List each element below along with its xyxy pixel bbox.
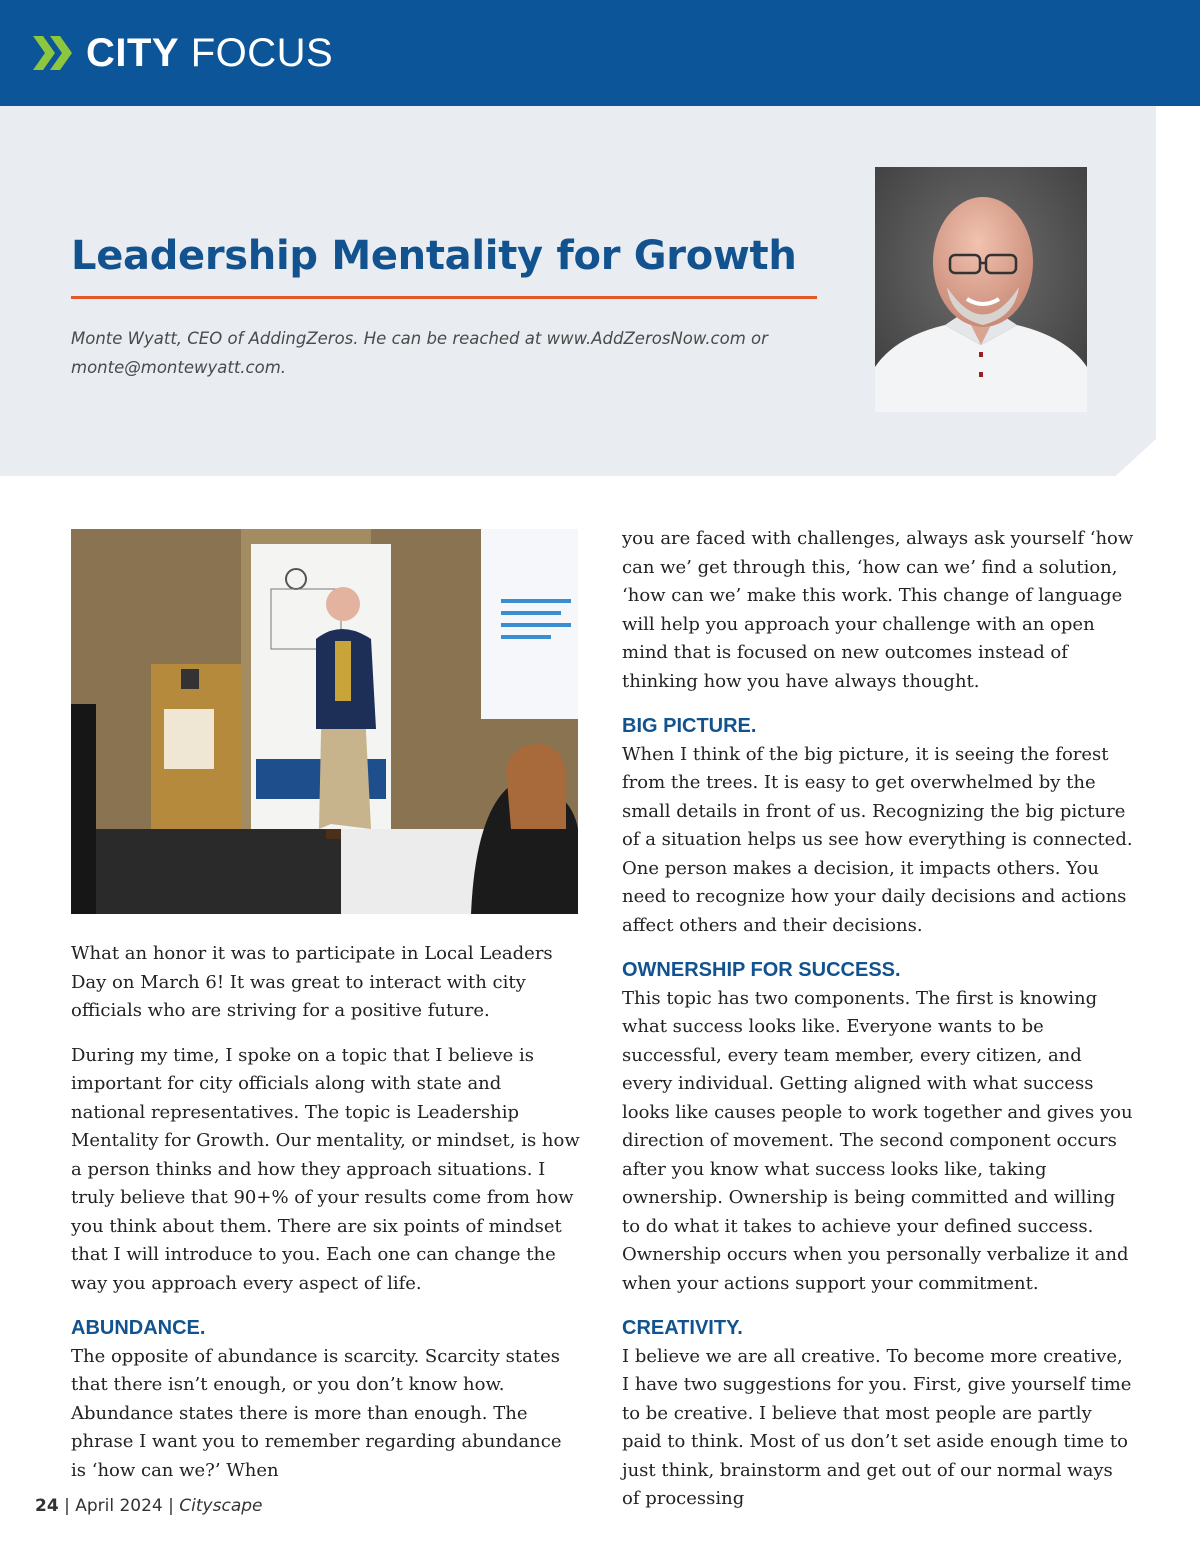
author-byline: Monte Wyatt, CEO of AddingZeros. He can be reached at www.AddZerosNow.com or monte@montewyatt.com. [71,329,768,377]
section-heading-abundance: ABUNDANCE. [71,1317,206,1339]
section-label [86,28,333,78]
double-chevron-icon [33,36,77,70]
header-bar [0,0,1200,106]
body-paragraph: When I think of the big picture, it is seeing the forest from the trees. It is easy to get overwhelmed by the small details in front of us. Recognizing the big picture of a situation helps us see how everything is connected. One person makes a decision, it impacts others. You need to recognize how your daily decisions and actions affect others and their decisions. [622,743,1133,936]
footer-separator: | [58,1496,76,1516]
article-title: Leadership Mentality for Growth [71,233,797,279]
page-number: 24 [35,1496,59,1516]
section-label-light: FOCUS [179,31,334,75]
publication-name: Cityscape [179,1496,263,1516]
body-paragraph: During my time, I spoke on a topic that I believe is important for city officials along with state and national representatives. The topic is Leadership Mentality for Growth. Our mentality, or mindset, is how a person thinks and how they approach situations. I truly believe that 90+% of your results come from how you think about them. There are six points of mindset that I will introduce to you. Each one can change the way you approach every aspect of life. [71,1044,580,1294]
body-paragraph: I believe we are all creative. To become more creative, I have two suggestions for you. First, give yourself time to be creative. I believe that most people are partly paid to think. Most of us don’t set aside enough time to just think, brainstorm and get out of our normal ways of processing [622,1345,1132,1509]
section-heading-creativity: CREATIVITY. [622,1317,743,1339]
left-column [71,940,581,1501]
section-heading-big-picture: BIG PICTURE. [622,715,757,737]
body-paragraph: What an honor it was to participate in Local Leaders Day on March 6! It was great to interact with city officials who are striving for a positive future. [71,943,553,1021]
author-portrait [875,167,1087,412]
issue-date: April 2024 [75,1496,163,1516]
section-label-bold: CITY [86,31,180,75]
page-footer [35,1496,263,1516]
body-paragraph: you are faced with challenges, always ask yourself ‘how can we’ get through this, ‘how can we’ find a solution, ‘how can we’ make this work. This change of language will help you approach your challenge with an open mind that is focused on new outcomes instead of thinking how you have always thought. [622,528,1134,692]
title-underline [71,296,817,299]
section-heading-ownership: OWNERSHIP FOR SUCCESS. [622,959,901,981]
body-paragraph: The opposite of abundance is scarcity. Scarcity states that there isn’t enough, or you don’t know how. Abundance states there is more than enough. The phrase I want you to remember regarding abundance is ‘how can we?’ When [71,1345,562,1481]
right-column [622,525,1134,1530]
body-paragraph: This topic has two components. The first is knowing what success looks like. Everyone wants to be successful, every team member, every citizen, and every individual. Getting aligned with what success looks like causes people to work together and gives you direction of movement. The second component occurs after you know what success looks like, taking ownership. Ownership is being committed and willing to do what it takes to achieve your defined success. Ownership occurs when you personally verbalize it and when your actions support your commitment. [622,987,1133,1294]
event-photo [71,529,578,914]
footer-separator: | [162,1496,180,1516]
